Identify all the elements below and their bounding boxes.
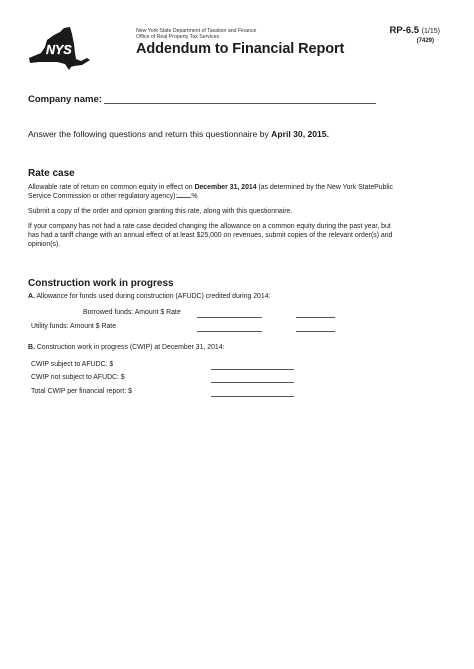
tariff-line-2: has had a tariff change with an annual effect of at least $25,000 on revenues, submit copies of the relevant order(s) and xyxy=(28,232,393,240)
tariff-line-1: If your company has not had a rate case decided changing the allowance on a common equity during the past year, but xyxy=(28,223,391,230)
instructions-text: Answer the following questions and return this questionnaire by xyxy=(28,129,269,139)
total-cwip-field[interactable] xyxy=(211,396,294,397)
rate-question-post: (as determined by the New York StatePublic xyxy=(258,184,393,191)
form-number xyxy=(389,25,440,36)
rate-question-line-2 xyxy=(28,192,448,201)
agency-line-1: New York State Department of Taxation and Finance xyxy=(136,28,257,34)
utility-rate-field[interactable] xyxy=(296,331,335,332)
form-id: RP-6.5 xyxy=(389,25,420,36)
section-b-text: Construction work in progress (CWIP) at December 31, 2014: xyxy=(36,344,225,351)
company-name-field[interactable] xyxy=(104,103,376,104)
deadline-date: April 30, 2015. xyxy=(271,129,329,139)
section-b-question xyxy=(28,343,224,352)
nys-logo xyxy=(27,26,91,70)
cwip-subject-label: CWIP subject to AFUDC: $ xyxy=(31,361,114,368)
utility-funds-label: Utility funds: Amount $ Rate xyxy=(31,323,117,330)
cwip-heading: Construction work in progress xyxy=(28,278,174,289)
instructions xyxy=(28,129,329,139)
cwip-not-subject-label: CWIP not subject to AFUDC: $ xyxy=(31,374,125,381)
section-a-text: Allowance for funds used during construction (AFUDC) credited during 2014: xyxy=(36,293,271,300)
tariff-instruction xyxy=(28,222,448,250)
tariff-line-3: opinion(s). xyxy=(28,241,61,249)
rate-question-line-1 xyxy=(28,183,448,192)
rate-case-heading: Rate case xyxy=(28,168,75,179)
rate-question-date: December 31, 2014 xyxy=(194,184,257,191)
rate-question-pre: Allowable rate of return on common equity in effect on xyxy=(28,184,193,191)
cwip-not-subject-field[interactable] xyxy=(211,382,294,383)
borrowed-amount-field[interactable] xyxy=(197,317,262,318)
company-name-label: Company name: xyxy=(28,94,102,105)
total-cwip-label: Total CWIP per financial report: $ xyxy=(31,388,132,395)
submit-instruction: Submit a copy of the order and opinion granting this rate, along with this questionnaire. xyxy=(28,208,293,215)
agency-name xyxy=(136,28,256,40)
borrowed-rate-field[interactable] xyxy=(296,317,335,318)
section-a-letter: A. xyxy=(28,293,35,300)
rate-case-question xyxy=(28,183,448,201)
cwip-subject-field[interactable] xyxy=(211,369,294,370)
percent-unit: % xyxy=(191,193,198,201)
form-revision: (1/15) xyxy=(421,28,440,35)
section-b-letter: B. xyxy=(28,344,35,351)
page-title: Addendum to Financial Report xyxy=(136,41,345,57)
rate-question-agency: Service Commission or other regulatory agency): xyxy=(28,193,178,201)
utility-amount-field[interactable] xyxy=(197,331,262,332)
rate-of-return-field[interactable] xyxy=(177,197,191,198)
borrowed-funds-label: Borrowed funds: Amount $ Rate xyxy=(83,309,181,316)
form-code: (7429) xyxy=(416,38,434,44)
section-a-question xyxy=(28,292,270,301)
agency-line-2: Office of Real Property Tax Services xyxy=(136,34,220,41)
logo-text: NYS xyxy=(46,43,72,57)
